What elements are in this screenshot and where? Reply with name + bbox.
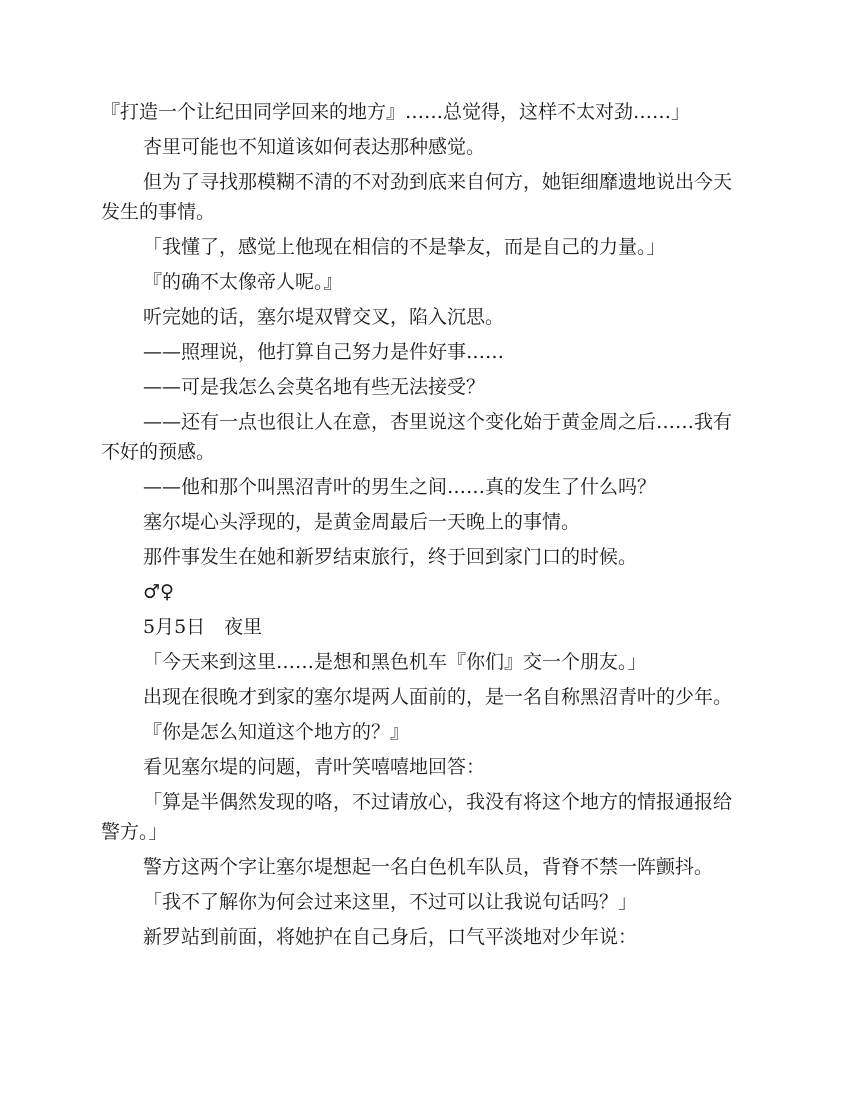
paragraph-19: 「算是半偶然发现的咯，不过请放心，我没有将这个地方的情报通报给警方。」 (101, 791, 733, 843)
scene-heading: 5月5日 夜里 (143, 616, 263, 638)
paragraph-1: 『打造一个让纪田同学回来的地方』……总觉得，这样不太对劲……」 (101, 101, 691, 123)
paragraph-9: ——还有一点也很让人在意，杏里说这个变化始于黄金周之后……我有不好的预感。 (101, 411, 733, 463)
paragraph-15: 「今天来到这里……是想和黑色机车『你们』交一个朋友。」 (143, 651, 647, 673)
paragraph-20: 警方这两个字让塞尔堤想起一名白色机车队员，背脊不禁一阵颤抖。 (143, 856, 714, 878)
paragraph-8: ——可是我怎么会莫名地有些无法接受？ (143, 376, 486, 398)
paragraph-16: 出现在很晚才到家的塞尔堤两人面前的，是一名自称黑沼青叶的少年。 (143, 686, 733, 708)
paragraph-11: 塞尔堤心头浮现的，是黄金周最后一天晚上的事情。 (143, 511, 581, 533)
paragraph-7: ——照理说，他打算自己努力是件好事…… (143, 341, 505, 363)
paragraph-5: 『的确不太像帝人呢。』 (143, 271, 343, 293)
document-page (101, 97, 749, 952)
paragraph-12: 那件事发生在她和新罗结束旅行，终于回到家门口的时候。 (143, 546, 638, 568)
paragraph-3: 但为了寻找那模糊不清的不对劲到底来自何方，她钜细靡遗地说出今天发生的事情。 (101, 171, 733, 223)
paragraph-21: 「我不了解你为何会过来这里，不过可以让我说句话吗？」 (143, 891, 638, 913)
paragraph-4: 「我懂了，感觉上他现在相信的不是挚友，而是自己的力量。」 (143, 236, 666, 258)
paragraph-2: 杏里可能也不知道该如何表达那种感觉。 (143, 136, 486, 158)
paragraph-22: 新罗站到前面，将她护在自己身后，口气平淡地对少年说： (143, 926, 638, 948)
section-divider-symbol: ♂♀ (143, 581, 174, 603)
paragraph-6: 听完她的话，塞尔堤双臂交叉，陷入沉思。 (143, 306, 505, 328)
paragraph-17: 『你是怎么知道这个地方的？』 (143, 721, 410, 743)
paragraph-10: ——他和那个叫黑沼青叶的男生之间……真的发生了什么吗？ (143, 476, 657, 498)
paragraph-18: 看见塞尔堤的问题，青叶笑嘻嘻地回答： (143, 756, 486, 778)
